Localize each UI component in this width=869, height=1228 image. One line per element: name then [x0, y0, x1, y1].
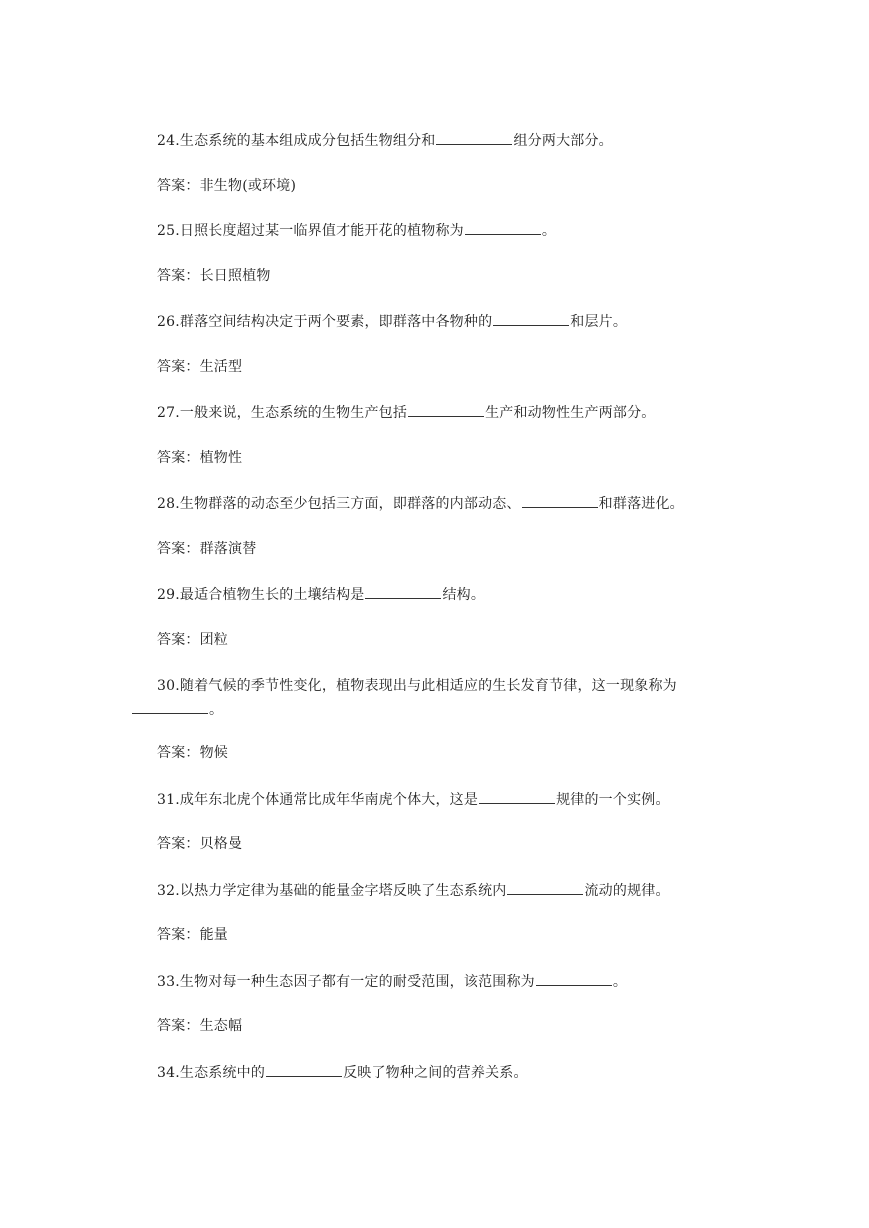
answer-blank [365, 584, 441, 599]
question-text: 26.群落空间结构决定于两个要素，即群落中各物种的 [157, 314, 493, 330]
question-text: 24.生态系统的基本组成成分包括生物组分和 [157, 133, 436, 149]
question-text: 27.一般来说，生态系统的生物生产包括 [157, 405, 408, 421]
question-text-end: 结构。 [442, 587, 486, 603]
question-text-end: 生产和动物性生产两部分。 [485, 405, 656, 421]
question-text: 32.以热力学定律为基础的能量金字塔反映了生态系统内 [157, 883, 507, 899]
answer-blank [479, 789, 555, 804]
answer-32: 答案：能量 [157, 927, 228, 943]
answer-24: 答案：非生物(或环境) [157, 178, 297, 194]
question-26 [157, 311, 627, 332]
question-29 [157, 584, 485, 605]
question-30-continuation [131, 699, 223, 720]
question-27 [157, 402, 655, 423]
question-30: 30.随着气候的季节性变化，植物表现出与此相适应的生长发育节律，这一现象称为 [157, 678, 677, 694]
answer-33: 答案：生态幅 [157, 1018, 243, 1034]
answer-blank [536, 971, 612, 986]
answer-blank [436, 130, 512, 145]
question-text-end: 规律的一个实例。 [556, 792, 670, 808]
answer-29: 答案：团粒 [157, 632, 228, 648]
question-text-end: 。 [612, 974, 628, 990]
question-32 [157, 880, 670, 901]
answer-26: 答案：生活型 [157, 359, 243, 375]
answer-blank [507, 880, 583, 895]
answer-31: 答案：贝格曼 [157, 836, 243, 852]
question-text-end: 。 [209, 702, 224, 718]
answer-28: 答案：群落演替 [157, 541, 257, 557]
question-33 [157, 971, 627, 992]
question-text-end: 组分两大部分。 [513, 133, 613, 149]
answer-blank [493, 311, 569, 326]
question-text-end: 和层片。 [570, 314, 628, 330]
question-text: 28.生物群落的动态至少包括三方面，即群落的内部动态、 [157, 496, 521, 512]
question-text: 29.最适合植物生长的土壤结构是 [157, 587, 365, 603]
answer-blank [408, 402, 484, 417]
question-25 [157, 220, 556, 241]
question-text-end: 流动的规律。 [584, 883, 670, 899]
answer-blank [266, 1062, 342, 1077]
answer-blank [132, 699, 208, 714]
answer-blank [465, 220, 541, 235]
question-31 [157, 789, 670, 810]
question-34 [157, 1062, 528, 1083]
answer-blank [522, 493, 598, 508]
answer-30: 答案：物候 [157, 745, 228, 761]
question-text: 25.日照长度超过某一临界值才能开花的植物称为 [157, 223, 464, 239]
question-28 [157, 493, 684, 514]
question-24 [157, 130, 613, 151]
question-text-end: 反映了物种之间的营养关系。 [343, 1065, 528, 1081]
question-text-end: 。 [541, 223, 557, 239]
answer-27: 答案：植物性 [157, 450, 243, 466]
answer-25: 答案：长日照植物 [157, 268, 271, 284]
question-text: 31.成年东北虎个体通常比成年华南虎个体大，这是 [157, 792, 479, 808]
question-text: 33.生物对每一种生态因子都有一定的耐受范围，该范围称为 [157, 974, 535, 990]
question-text-end: 和群落进化。 [598, 496, 684, 512]
question-text: 34.生态系统中的 [157, 1065, 266, 1081]
